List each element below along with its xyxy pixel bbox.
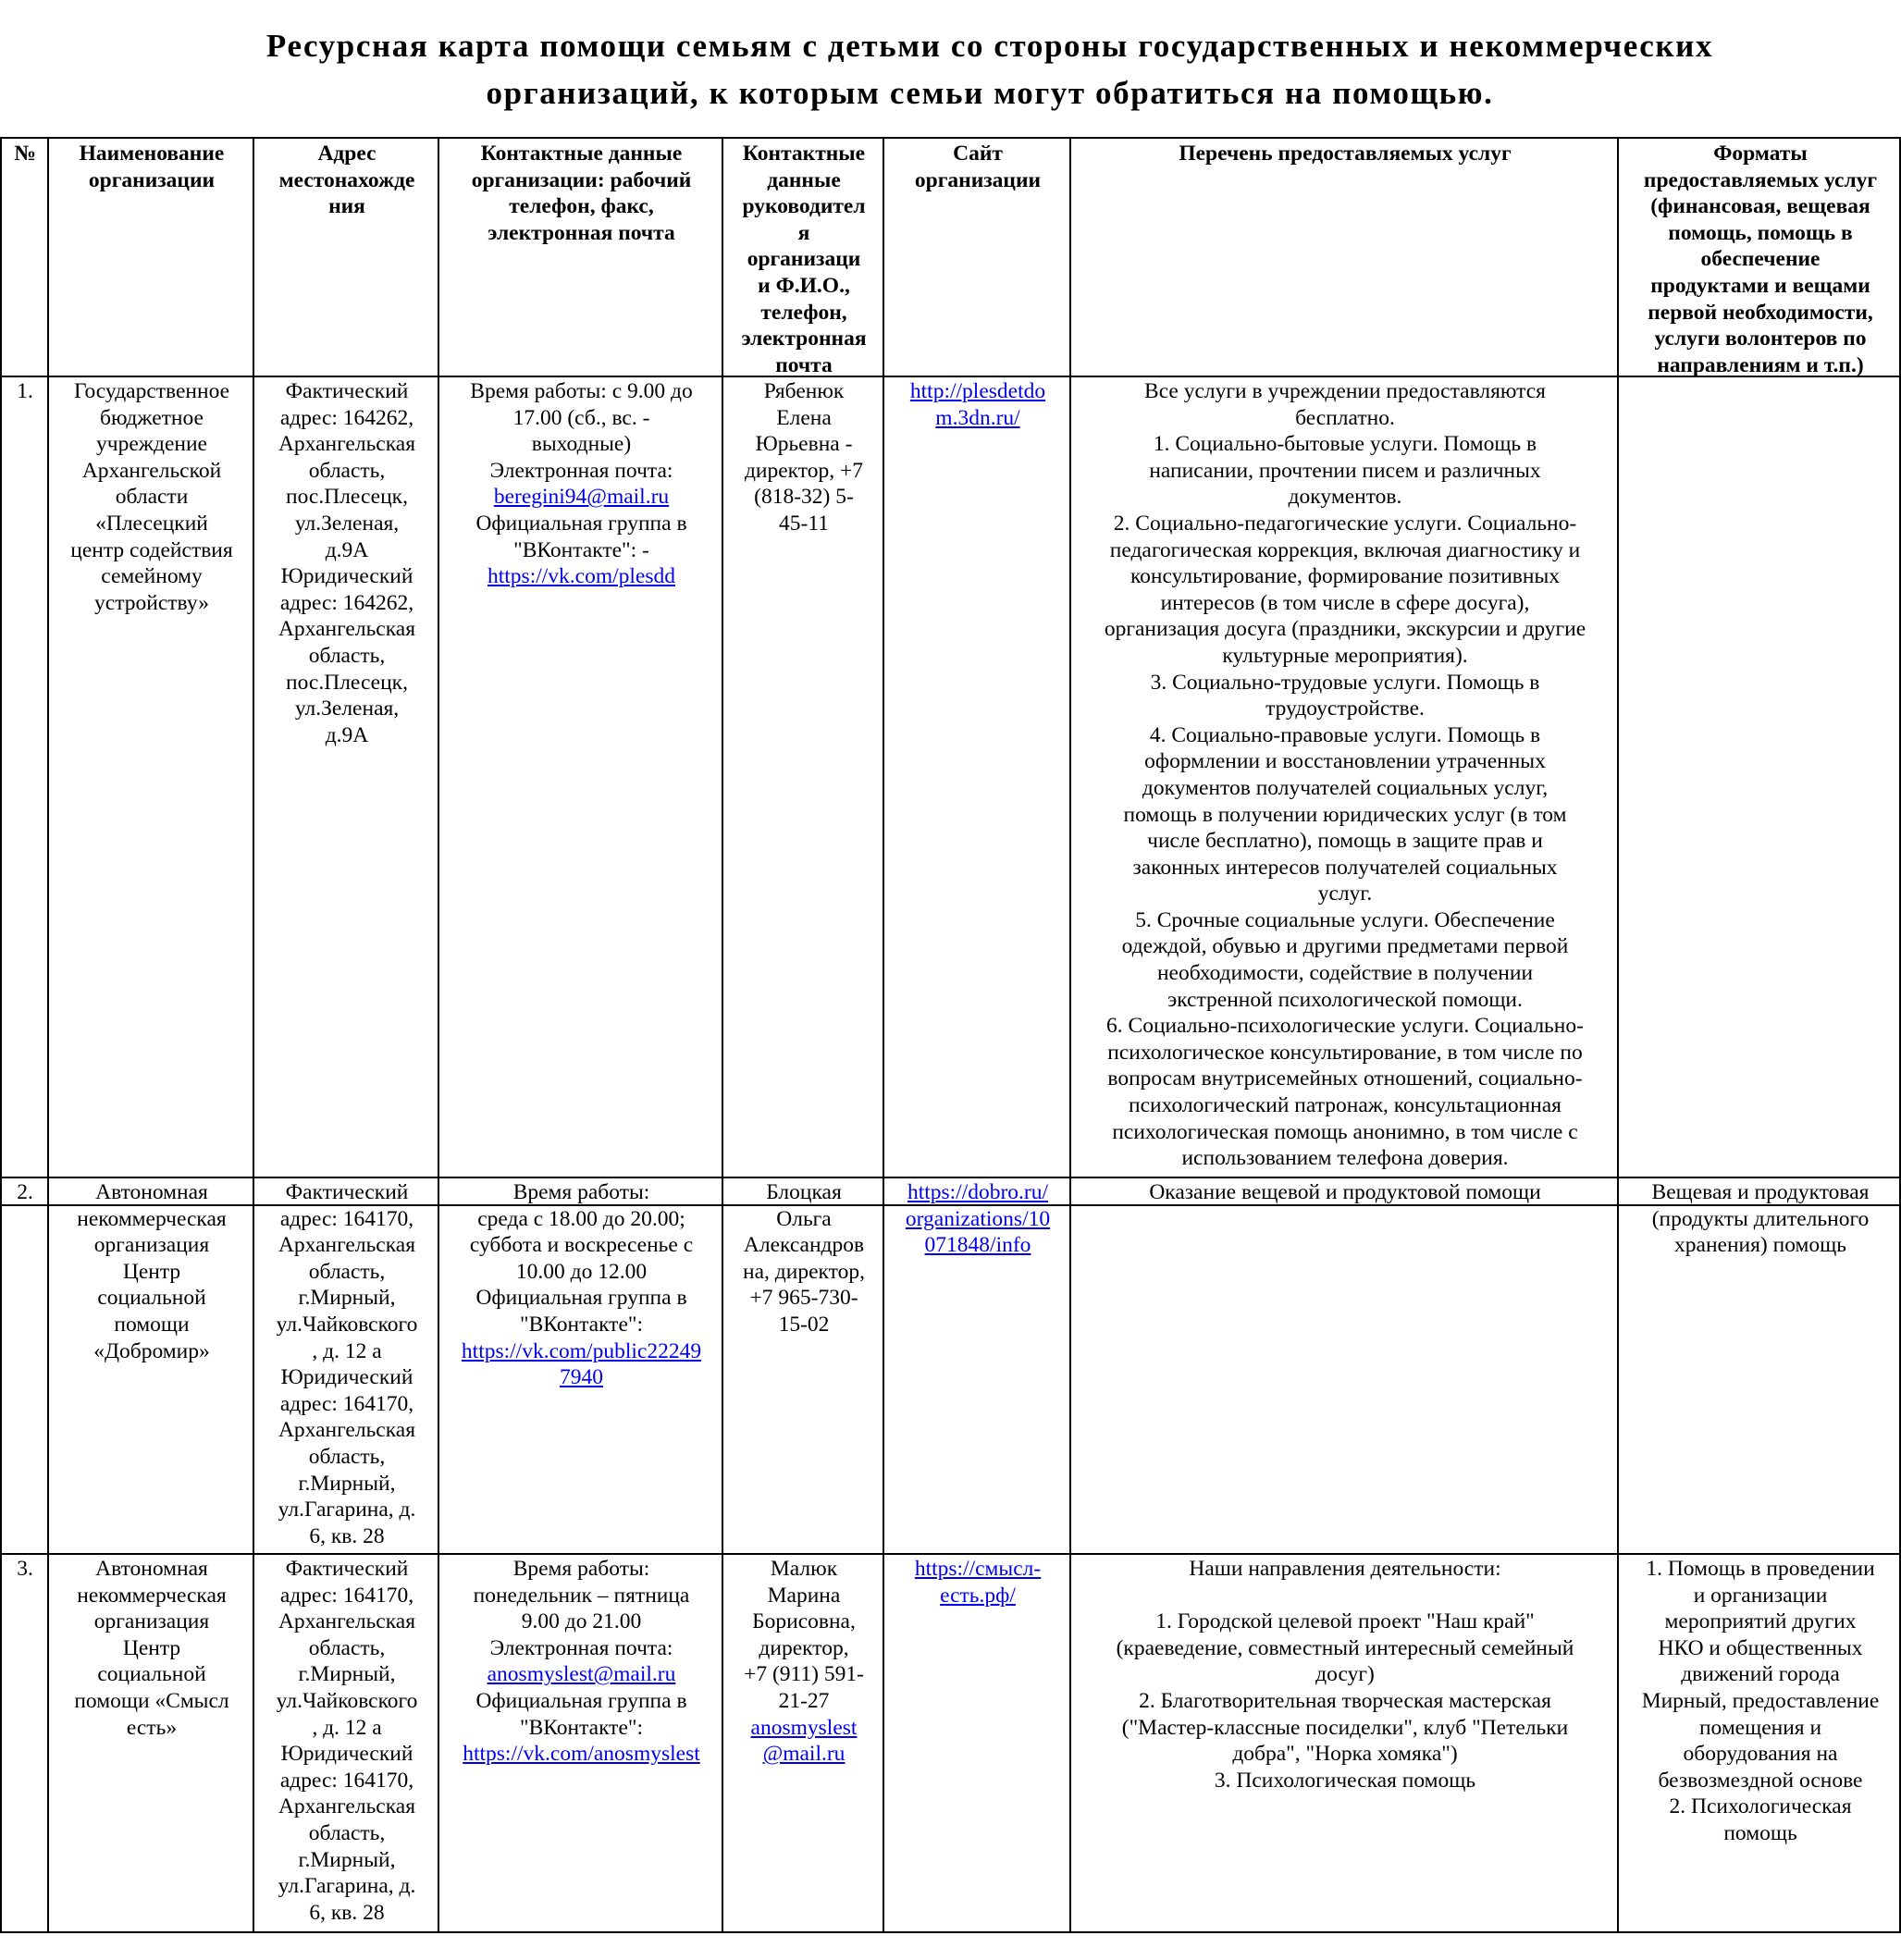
text-line: г.Мирный, [298, 1286, 396, 1311]
text-line: Электронная почта: [489, 458, 673, 483]
text-line: адрес: 164170, [279, 1768, 414, 1793]
text-line: 15-02 [778, 1312, 830, 1337]
text-line: выходные) [531, 432, 632, 457]
text-line: досуг) [1315, 1662, 1375, 1687]
text-line: Официальная группа в [475, 1688, 687, 1713]
text-line: № [14, 142, 36, 166]
row-2-contacts [440, 1179, 722, 1554]
text-line: 1. Социально-бытовые услуги. Помощь в [1153, 432, 1537, 457]
link[interactable]: anosmyslest [750, 1715, 858, 1740]
page-title [111, 22, 1869, 117]
row-2-organization-name [50, 1179, 253, 1554]
text-line: Фактический [285, 1557, 409, 1581]
text-line: социальной [97, 1286, 206, 1311]
text-line: д.9А [325, 537, 369, 562]
text-line: "ВКонтакте": - [513, 537, 649, 562]
text-line: Юридический [280, 1365, 414, 1390]
text-line: 4. Социально-правовые услуги. Помощь в [1149, 722, 1541, 747]
text-line: 6. Социально-психологические услуги. Социально- [1106, 1014, 1584, 1039]
text-line: 1. Городской целевой проект "Наш край" [1155, 1609, 1535, 1634]
text-line: обеспечение [1700, 247, 1821, 272]
text-line: адрес: 164262, [279, 405, 414, 430]
column-header-formats [1620, 141, 1901, 376]
text-line: социальной [97, 1662, 206, 1687]
text-line: телефон, [760, 300, 847, 325]
row-1-website [885, 378, 1070, 1177]
row-3-website [885, 1556, 1070, 1931]
link-line [889, 1583, 1067, 1609]
text-line: Фактический [285, 379, 409, 403]
text-line: добра", "Норка хомяка") [1232, 1742, 1458, 1767]
text-line: +7 (911) 591- [744, 1662, 864, 1687]
text-line: 21-27 [778, 1688, 830, 1713]
text-line: область, [308, 1820, 386, 1845]
column-header-address [255, 141, 438, 376]
text-line: область, [308, 643, 386, 668]
text-line: Фактический [285, 1180, 409, 1204]
text-line: некоммерческая [77, 1206, 227, 1231]
text-line: я [797, 220, 810, 245]
row-1-director [724, 378, 883, 1177]
page-title-line-1: Ресурсная карта помощи семьям с детьми со стороны государственных и некоммерческих [265, 28, 1714, 64]
text-line: ул.Зеленая, [294, 511, 400, 536]
text-line: Архангельская [278, 1418, 416, 1443]
column-header-number [2, 141, 48, 376]
link[interactable]: http://plesdetdo [909, 379, 1046, 403]
text-line: области [115, 485, 189, 510]
text-line: адрес: 164262, [279, 590, 414, 615]
text-line: пос.Плесецк, [286, 485, 408, 510]
column-header-contacts [440, 141, 722, 376]
text-line: оборудования на [1683, 1742, 1838, 1767]
text-line: предоставляемых услуг [1643, 167, 1878, 192]
row-3-formats [1620, 1556, 1901, 1931]
text-line: помощь, помощь в [1668, 220, 1853, 245]
row-3-address [255, 1556, 438, 1931]
link[interactable]: beregini94@mail.ru [493, 485, 670, 510]
row-2-services [1072, 1179, 1618, 1554]
text-line: область, [308, 1635, 386, 1660]
text-line: организации [914, 167, 1042, 192]
text-line: (818-32) 5- [754, 485, 854, 510]
text-line: помощи [114, 1312, 190, 1337]
text-line: Время работы: с 9.00 до [470, 379, 693, 403]
text-line: 2. Психологическая [1669, 1794, 1852, 1819]
text-line: Архангельская [278, 1609, 416, 1634]
text-line: Юридический [280, 1742, 414, 1767]
text-line: семейному [101, 564, 203, 589]
text-line: понедельник – пятница [473, 1583, 690, 1608]
text-line: область, [308, 458, 386, 483]
text-line: 3. [17, 1557, 33, 1581]
text-line: 2. Социально-педагогические услуги. Социально- [1113, 511, 1577, 536]
text-line: Официальная группа в [475, 511, 687, 536]
row-2-number [2, 1179, 48, 1554]
text-line: пос.Плесецк, [286, 670, 408, 695]
row-1-formats [1620, 378, 1901, 1177]
text-line: Александров [743, 1233, 865, 1258]
text-line: "ВКонтакте": [519, 1715, 643, 1740]
text-line: психологическая помощь анонимно, в том числе с [1112, 1119, 1578, 1144]
text-line: консультирование, формирование позитивных [1129, 564, 1561, 589]
text-line: 45-11 [779, 511, 829, 536]
text-line: Центр [122, 1259, 181, 1284]
text-line: есть» [126, 1715, 178, 1740]
text-line: Адрес [317, 142, 376, 166]
column-header-services [1072, 141, 1618, 376]
text-line: направлениям и т.п.) [1657, 352, 1864, 376]
text-line: одеждой, обувью и другими предметами первой [1121, 934, 1569, 959]
text-line: 6, кв. 28 [309, 1900, 385, 1925]
text-line: , д. 12 а [312, 1338, 382, 1363]
text-line: оформлении и восстановлении утраченных [1144, 749, 1546, 774]
text-line: Контактные данные [480, 142, 683, 166]
text-line: 2. Благотворительная творческая мастерская [1139, 1688, 1551, 1713]
text-line: Ольга [776, 1206, 832, 1231]
link[interactable]: m.3dn.ru/ [935, 405, 1020, 430]
text-line: г.Мирный, [298, 1471, 396, 1496]
text-line: г.Мирный, [298, 1662, 396, 1687]
row-3-director [724, 1556, 883, 1931]
row-1-contacts [440, 378, 722, 1177]
link-line [444, 1338, 719, 1365]
row-3-contacts [440, 1556, 722, 1931]
text-line: электронная почта [488, 220, 675, 245]
text-line: 10.00 до 12.00 [515, 1259, 648, 1284]
text-line: д.9А [325, 722, 369, 747]
text-line: ул.Гагарина, д. [278, 1498, 416, 1522]
text-line: Все услуги в учреждении предоставляются [1144, 379, 1546, 403]
text-line: вопросам внутрисемейных отношений, социально- [1107, 1066, 1583, 1091]
row-3-organization-name [50, 1556, 253, 1931]
text-line: г.Мирный, [298, 1847, 396, 1872]
text-line: Елена [776, 405, 832, 430]
text-line: местонахожде [278, 167, 415, 192]
text-line: Архангельская [278, 1233, 416, 1258]
text-line: написании, прочтении писем и различных [1149, 458, 1541, 483]
text-line: Время работы: [512, 1180, 650, 1204]
column-header-director [724, 141, 883, 376]
text-line: педагогическая коррекция, включая диагностику и [1109, 537, 1581, 562]
text-line: (продукты длительного [1651, 1206, 1870, 1231]
row-2-formats [1620, 1179, 1901, 1554]
link-line [889, 405, 1067, 432]
text-line: устройству» [94, 590, 209, 615]
text-line: директор, [759, 1635, 849, 1660]
text-line: (краеведение, совместный интересный семейный [1116, 1635, 1574, 1660]
text-line: трудоустройстве. [1265, 696, 1425, 721]
text-line: некоммерческая [77, 1583, 227, 1608]
text-line: Архангельская [278, 617, 416, 642]
link-line [444, 1661, 719, 1688]
text-line: Архангельская [278, 1794, 416, 1819]
text-line: электронная [741, 327, 867, 351]
text-line: бюджетное [100, 405, 204, 430]
text-line: помещения и [1698, 1715, 1822, 1740]
text-line: 9.00 до 21.00 [521, 1609, 642, 1634]
text-line: Официальная группа в [475, 1286, 687, 1311]
row-1-address [255, 378, 438, 1177]
text-line: 3. Психологическая помощь [1214, 1768, 1476, 1793]
text-line: безвозмездной основе [1658, 1768, 1863, 1793]
link[interactable]: есть.рф/ [940, 1583, 1016, 1608]
text-line: психологическое консультирование, в том числе по [1107, 1040, 1583, 1065]
text-line: организации [88, 167, 216, 192]
text-line: среда с 18.00 до 20.00; [477, 1206, 685, 1231]
link[interactable]: @mail.ru [762, 1742, 846, 1767]
text-line: Юридический [280, 564, 414, 589]
text-line: Автономная [95, 1180, 208, 1204]
link[interactable]: https://vk.com/public22249 [461, 1338, 702, 1363]
text-line: Архангельская [278, 432, 416, 457]
text-line: 6, кв. 28 [309, 1523, 385, 1548]
text-line: ("Мастер-классные посиделки", клуб "Петельки [1121, 1715, 1569, 1740]
text-line: адрес: 164170, [279, 1206, 414, 1231]
text-line: использованием телефона доверия. [1181, 1146, 1509, 1171]
text-line: организация [93, 1233, 210, 1258]
text-line: необходимости, содействие в получении [1156, 961, 1534, 986]
text-line: НКО и общественных [1658, 1635, 1863, 1660]
text-line: учреждение [96, 432, 207, 457]
text-line: организация [93, 1609, 210, 1634]
text-line: Контактные [742, 142, 866, 166]
text-line: хранения) помощь [1674, 1233, 1846, 1258]
text-line: Малюк [770, 1557, 838, 1581]
text-line: Рябенюк [763, 379, 845, 403]
text-line: числе бесплатно), помощь в защите прав и [1147, 829, 1543, 854]
link-line [444, 1364, 719, 1391]
text-line: Борисовна, [752, 1609, 856, 1634]
text-line: мероприятий других [1664, 1609, 1857, 1634]
text-line: Наши направления деятельности: [1189, 1557, 1501, 1581]
link[interactable]: 7940 [560, 1365, 603, 1390]
text-line: организации: рабочий [471, 167, 692, 192]
link-line [889, 1232, 1067, 1259]
text-line: психологический патронаж, консультационная [1129, 1093, 1562, 1118]
text-line: помощь [1723, 1820, 1797, 1845]
link[interactable]: anosmyslest@mail.ru [487, 1662, 676, 1687]
text-line: услуг. [1317, 881, 1373, 906]
text-line: ул.Чайковского [276, 1688, 418, 1713]
row-1-services [1072, 378, 1618, 1177]
text-line: и Ф.И.О., [758, 273, 850, 298]
text-line: 3. Социально-трудовые услуги. Помощь в [1150, 670, 1540, 695]
text-line: руководител [742, 194, 866, 219]
link-line [728, 1741, 880, 1768]
link-line [444, 563, 719, 590]
text-line: организация досуга (праздники, экскурсии и другие [1104, 617, 1586, 642]
text-line: Перечень предоставляемых услуг [1179, 142, 1512, 166]
text-line: документов получателей социальных услуг, [1142, 775, 1549, 800]
column-header-organization-name [50, 141, 253, 376]
link[interactable]: https://dobro.ru/ [907, 1180, 1049, 1204]
text-line: и организации [1693, 1583, 1828, 1608]
link[interactable]: https://vk.com/anosmyslest [463, 1742, 700, 1767]
text-line: Автономная [95, 1557, 208, 1581]
link-line [444, 484, 719, 511]
text-line: 17.00 (сб., вс. - [512, 405, 650, 430]
text-line: Архангельской [81, 458, 222, 483]
row-2-address [255, 1179, 438, 1554]
text-line: "ВКонтакте": [519, 1312, 643, 1337]
text-line: ул.Чайковского [276, 1312, 418, 1337]
text-line: «Добромир» [93, 1338, 210, 1363]
text-line: законных интересов получателей социальных [1132, 855, 1558, 880]
text-line: интересов (в том числе в сфере досуга), [1160, 590, 1530, 615]
link-line [728, 1715, 880, 1742]
text-line: телефон, факс, [509, 194, 654, 219]
text-line: на, директор, [743, 1259, 865, 1284]
row-3-services [1072, 1556, 1618, 1931]
row-1-organization-name [50, 378, 253, 1177]
row-1-number [2, 378, 48, 1177]
text-line: Электронная почта: [489, 1635, 673, 1660]
text-line: Форматы [1713, 142, 1808, 166]
text-line: продуктами и вещами [1650, 273, 1870, 298]
text-line: движений города [1681, 1662, 1840, 1687]
text-line: 2. [17, 1180, 33, 1204]
row-2-director [724, 1179, 883, 1554]
page-title-line-2: организаций, к которым семьи могут обратиться на помощью. [486, 75, 1494, 111]
link[interactable]: https://смысл- [914, 1557, 1042, 1581]
text-line: почта [775, 352, 833, 376]
text-line: ул.Гагарина, д. [278, 1874, 416, 1899]
text-line: адрес: 164170, [279, 1583, 414, 1608]
text-line: первой необходимости, [1648, 300, 1873, 325]
text-line: Мирный, предоставление [1641, 1688, 1880, 1713]
text-line: Государственное [73, 379, 230, 403]
text-line: 1. Помощь в проведении [1646, 1557, 1875, 1581]
text-line: Вещевая и продуктовая [1651, 1180, 1870, 1204]
text-line: директор, +7 [744, 458, 864, 483]
link-line [889, 378, 1067, 405]
text-line: Марина [767, 1583, 841, 1608]
text-line: Блоцкая [766, 1180, 842, 1204]
row-2-website [885, 1179, 1070, 1554]
text-line: , д. 12 а [312, 1715, 382, 1740]
text-line: помощь в получении юридических услуг (в том [1123, 802, 1567, 827]
link[interactable]: https://vk.com/plesdd [487, 564, 675, 589]
column-header-website [885, 141, 1070, 376]
text-line: документов. [1288, 485, 1402, 510]
text-line: Время работы: [512, 1557, 650, 1581]
text-line: область, [308, 1444, 386, 1469]
text-line: суббота и воскресенье с [469, 1233, 694, 1258]
text-line: ул.Зеленая, [294, 696, 400, 721]
text-line: Сайт [953, 142, 1003, 166]
text-line: Наименование [79, 142, 225, 166]
text-line: «Плесецкий [95, 511, 208, 536]
text-line: Центр [122, 1635, 181, 1660]
text-line: 1. [17, 379, 33, 403]
text-line: помощи «Смысл [74, 1688, 229, 1713]
text-line: ния [328, 194, 365, 219]
resource-table [0, 137, 1901, 1933]
text-line: (финансовая, вещевая [1650, 194, 1870, 219]
text-line: центр содействия [70, 537, 233, 562]
link-line [889, 1556, 1067, 1583]
link[interactable]: 071848/info [924, 1233, 1031, 1258]
link-line [889, 1179, 1067, 1206]
row-3-number [2, 1556, 48, 1931]
text-line: область, [308, 1259, 386, 1284]
text-line: данные [767, 167, 841, 192]
text-line: экстренной психологической помощи. [1167, 987, 1523, 1012]
link-line [444, 1741, 719, 1768]
text-line [1076, 1583, 1614, 1609]
text-line: услуги волонтеров по [1654, 327, 1867, 351]
text-line: Юрьевна - [755, 432, 853, 457]
text-line: организаци [747, 247, 861, 272]
link[interactable]: organizations/10 [905, 1206, 1051, 1231]
text-line: +7 965-730- [749, 1286, 858, 1311]
text-line: Оказание вещевой и продуктовой помощи [1149, 1180, 1541, 1204]
text-line: бесплатно. [1295, 405, 1395, 430]
text-line: культурные мероприятия). [1222, 643, 1468, 668]
text-line: адрес: 164170, [279, 1391, 414, 1416]
link-line [889, 1206, 1067, 1233]
text-line: 5. Срочные социальные услуги. Обеспечение [1135, 907, 1555, 932]
